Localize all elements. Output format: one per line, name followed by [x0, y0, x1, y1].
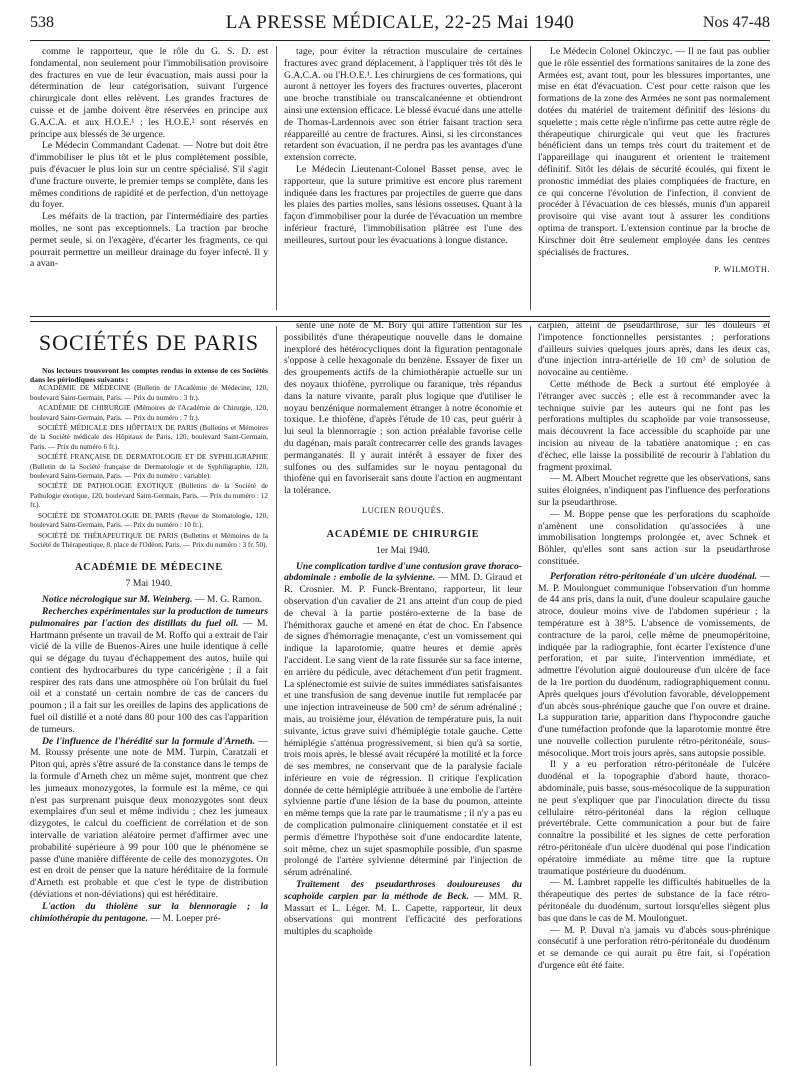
column-divider [530, 326, 531, 1066]
article-heading: Traitement des pseudarthroses douloureuses du scaphoïde carpien par la méthode de Beck. [284, 879, 522, 902]
paragraph: — M. Boppe pense que les perforations du scaphoïde n'amènent une consolidation qu'associées à une immobilisation longtemps prolongée et, avec Schnek et Böhler, qu'elles sont sans action sur la pseudarthrose constituée. [538, 508, 770, 567]
paragraph: carpien, atteint de pseudarthrose, sur les douleurs et l'impotence fonctionnelles persistantes ; perforations d'ailleurs suivies quelques jours après, dans les deux cas, d'une injection intra-artérielle de 10 cm³ de solution de novocaïne au centième. [538, 320, 770, 379]
top-column-2 [284, 46, 522, 247]
academy-title: ACADÉMIE DE MÉDECINE [75, 562, 223, 574]
article-text: — MM. R. Massart et L. Léger. M. L. Capette, rapporteur, lit deux observations qui montrent l'efficacité des perforations multiples du scaphoïde [284, 890, 523, 938]
bulletin-item: SOCIÉTÉ DE THÉRAPEUTIQUE DE PARIS (Bulletins et Mémoires de la Société de Thérapeutique, 8, place de l'Odéon, Paris. — Prix du numéro : 3 fr. 50). [30, 531, 268, 549]
page-number: 538 [30, 14, 54, 31]
article-heading: L'action du thiolène sur la blennoragie ; la chimiothérapie du pentagone. [30, 900, 268, 924]
article-heading: Perforation rétro-péritonéale d'un ulcère duodénal. [550, 570, 758, 582]
bottom-column-3 [538, 320, 770, 972]
paragraph: Le Médecin Commandant Cadenat. — Notre but doit être d'immobiliser le plus tôt et le plus complètement possible, puis d'évacuer le plus loin sur un centre spécialisé. S'il s'agit d'une fracture ouverte, le premier temps se complète, dans les mêmes conditions de rapidité et de perfection, d'un nettoyage du foyer. [30, 140, 268, 211]
header-rule [30, 40, 770, 41]
article-heading: Une complication tardive d'une contusion grave thoraco-abdominale : embolie de la sylvienne. [284, 560, 522, 584]
article [30, 901, 268, 925]
paragraph: sente une note de M. Bory qui attire l'attention sur les possibilités d'une thérapeutique nouvelle dans le domaine inexploré des hétérocycliques dont la figuration pentagonale s'oppose à celle hexagonale du benzène. Essayer de fixer un des groupements actifs de la chimiothérapie actuelle sur un des noyaux thiofène, pyrrolique ou faranique, très répandus dans la nature vivante, paraît plus logique que d'utiliser le noyau benzénique normalement étranger à notre économie et toxique. Le thiofène, d'après l'étude de 10 cas, peut guérir à lui seul la blennorragie ; son action préalable favorise celle du dagénan, mais paraît contrecarrer celle des grands lavages permanganatés. Il y aurait intérêt à essayer de fixer des sulfones ou des sulfamides sur le noyau pentagonal du thiofène qui en favoriserait sans doute l'action en augmentant la tolérance. [284, 320, 522, 497]
paragraph: — M. Albert Mouchet regrette que les observations, sans suites éloignées, n'indiquent pas l'influence des perforations sur la pseudarthrose. [538, 473, 770, 508]
article [30, 606, 268, 736]
article-text: — M. P. Moulonguet communique l'observation d'un homme de 44 ans pris, dans la nuit, d'une douleur scapulaire gauche atroce, douleur moins vive de l'abdomen supérieur ; la température est à 38°5. L'absence de vomissements, de contracture de la paroi, celle même de pneumopéritoine, indiquée par la radiographie, font écarter l'existence d'une perforation, et par suite, l'intervention immédiate, et admettre l'évolution aiguë douloureuse d'un ulcère de face de la 1re portion du duodénum, radiographiquement connu. Après quelques jours d'évolution favorable, développement d'un abcès sous-phrénique gauche que l'on ouvre et draine. La suppuration tarie, apparition dans l'hypocondre gauche d'une tuméfaction profonde que la laparotomie montre être une nouvelle collection purulente rétro-péritonéale, sous-mésocolique. Mort trois jours après, sans autopsie possible. [538, 570, 770, 759]
article [538, 571, 770, 760]
bulletin-item: SOCIÉTÉ DE STOMATOLOGIE DE PARIS (Revue de Stomatologie, 120, boulevard Saint-Germain, Paris. — Prix du numéro : 10 fr.). [30, 511, 268, 530]
top-column-1 [30, 46, 268, 270]
signature: LUCIEN ROUQUÈS. [362, 505, 444, 515]
session-date: 7 Mai 1940. [125, 578, 173, 590]
article [30, 594, 268, 606]
paragraph: — M. Lambret rappelle les difficultés habituelles de la thérapeutique des pertes de substance de la face rétro-péritonéale du duodénum, surtout lorsqu'elles siègent plus bas que dans le cas de M. Moulonguet. [538, 877, 770, 924]
bulletin-item: ACADÉMIE DE MÉDECINE (Bulletin de l'Académie de Médecine, 120, boulevard Saint-Germain, Paris. — Prix du numéro : 3 fr.). [30, 384, 268, 402]
article [284, 879, 522, 938]
column-divider [276, 46, 277, 310]
bulletin-list [30, 384, 268, 550]
paragraph: Les méfaits de la traction, par l'intermédiaire des parties molles, ne sont pas exceptionnels. La traction par broche permet seule, si on l'exagère, d'écarter les fragments, ce qui pourrait permettre un meilleur drainage du foyer infecté. Il y a avan- [30, 211, 268, 270]
article-text: — MM. D. Giraud et R. Crosnier. M. P. Funck-Brentano, rapporteur, lit leur observation d'un cavalier de 21 ans atteint d'un coup de pied de cheval à la partie postéro-externe de la base de l'hémithorax gauche et amené en état de choc. En l'absence de signes d'hémorragie menaçante, c'est un vomissement qui indique la laparotomie, quatre heures et demie après l'accident. Le sang vient de la rate fissurée sur sa face interne, en arrière du pédicule, avec détachement d'un petit fragment. La splénectomie est suivie de suites immédiates satisfaisantes et une transfusion de sang devenue inutile fut remplacée par une injection intraveineuse de 500 cm³ de sérum adrénaliné ; mais, au troisième jour, élévation de température puis, la nuit suivante, ictus grave suivi d'hémiplégie totale gauche. Cette hémiplégie s'atténua progressivement, si bien qu'à sa sortie, trois mois après, le blessé avait récupéré la motilité et la force de ses membres, ne conservant que de la paralysie faciale inférieure en voie de régression. Il critique l'explication donnée de cette hémiplégie attribuée à une embolie de l'artère sylvienne partie d'une lésion de la base du poumon, atteinte en même temps que la rate par le traumatisme ; il n'y a pas eu de complication pulmonaire cliniquement constatée et il est permis d'émettre l'hypothèse soit d'une endocardite latente, soit même, chez un sujet spasmophile possible, d'un spasme prolongé de l'artère sylvienne déterminé par l'injection de sérum adrénaliné. [284, 572, 522, 879]
column-divider [530, 46, 531, 310]
article-text: — M. G. Ramon. [192, 594, 263, 606]
paragraph: comme le rapporteur, que le rôle du G. S. D. est fondamental, non seulement pour l'immobilisation provisoire des fractures en vue de leur évacuation, mais aussi pour la détermination de leur catégorisation, suivant l'urgence chirurgicale dont elles relèvent. Les grandes fractures de cuisse et de jambe doivent être réservées en principe aux G.A.C.A. et aux H.O.E.¹ ; les H.O.E.² sont réservés en principe aux blessés de 3e urgence. [30, 46, 268, 140]
issue-number: Nos 47-48 [702, 14, 770, 31]
paragraph: Le Médecin Colonel Okinczyc. — Il ne faut pas oublier que le rôle essentiel des formations sanitaires de la zone des Armées est, avant tout, pour les blessures importantes, une mise en état d'évacuation. C'est pour cette raison que les formations de la zone des Armées ne sont pas normalement dotées du matériel de traitement définitif des lésions du squelette ; mais cette règle n'infirme pas cette autre règle de thérapeutique chirurgicale qui veut que les fractures bénéficient dans un temps très court du traitement et de l'appareillage qui inaugurent et orientent le traitement définitif. Sitôt les délais de sécurité écoulés, qui fixent le pronostic immédiat des plaies compliquées de fracture, en ce qui concerne l'évolution de l'infection, il convient de procéder à l'évacuation de ces blessés, munis d'un appareil provisoire qui vise avant tout à assurer les conditions optima de transport. L'extension continue par la broche de Kirschner doit être seulement employée dans les centres spécialisés de fractures. [538, 46, 770, 258]
article [284, 561, 522, 880]
paragraph: Le Médecin Lieutenant-Colonel Basset pense, avec le rapporteur, que la suture primitive est encore plus rarement indiquée dans les fractures par projectiles de guerre que dans les plaies des parties molles, sans lésions osseuses. Quant à la façon d'immobiliser pour la durée de l'évacuation un membre inférieur fracturé, l'immobilisation plâtrée est l'une des meilleures, surtout pour les évacuations à longue distance. [284, 163, 522, 246]
article-text: — M. Roussy présente une note de MM. Turpin, Caratzali et Piton qui, après s'être assuré de la constance dans le temps de la formule d'Arneth chez un même sujet, montrent que chez les jumeaux monozygotes, la formule est la même, ce qui n'est pas surprenant puisque deux monozygotes sont deux exemplaires d'un seul et même individu ; chez les jumeaux dizygotes, le calcul du coefficient de corrélation et de son intervalle de variation aléatoire permet d'affirmer avec une probabilité supérieure à 99 pour 100 que le phénomène se passe d'une manière différente de celle des monozygotes. On est en droit de penser que la nature héréditaire de la formule d'Arneth est probable et que c'est le type de distribution (déviations et non-déviations) qui est héréditaire. [30, 735, 268, 901]
article-text: — M. Hartmann présente un travail de M. Roffo qui a extrait de l'air vicié de la ville de Buenos-Aires une huile identique à celle qui se dégage du tuyau d'échappement des autos, huile qui contient des hydrocarbures du type cancérigène ; il a fait respirer des rats dans une atmosphère où l'on brûlait du fuel oil et a constaté un certain nombre de cas de cancers du poumon ; il a fait sur les oreilles de lapins des applications de fuel oil distillé et a noté dans 80 pour 100 des cas l'apparition de tumeurs. [30, 617, 268, 735]
bulletin-item: ACADÉMIE DE CHIRURGIE (Mémoires de l'Académie de Chirurgie, 120, boulevard Saint-Germain, Paris. — Prix du numéro : 7 fr.). [30, 404, 268, 422]
academy-title: ACADÉMIE DE CHIRURGIE [326, 528, 480, 540]
bulletin-item: SOCIÉTÉ DE PATHOLOGIE EXOTIQUE (Bulletins de la Société de Pathologie exotique, 120, boulevard Saint-Germain, Paris. — Prix du numéro : 12 fr.). [30, 482, 268, 510]
journal-title: LA PRESSE MÉDICALE, 22-25 Mai 1940 [225, 12, 575, 33]
article-heading: Recherches expérimentales sur la production de tumeurs pulmonaires par l'action des distillats du fuel oil. [30, 605, 268, 629]
intro-note: Nos lecteurs trouveront les comptes rendus in extenso de ces Sociétés dans les périodiques suivants : [30, 366, 268, 385]
paragraph: tage, pour éviter la rétraction musculaire de certaines fractures avec grand déplacement, à l'appliquer très tôt dès le G.A.C.A. ou l'H.O.E.¹. Les chirurgiens de ces formations, qui auront à nettoyer les foyers des fractures ouvertes, placeront une broche transtibiale ou transcalcanéenne et obtiendront ainsi une extension efficace. Le blessé évacué dans une attelle de Thomas-Lardennois avec son étrier faisant traction sera réappareillé au centre de fractures. Ainsi, si les circonstances retardent son évacuation, il ne perdra pas les avantages d'une extension correcte. [284, 46, 522, 164]
article-heading: Notice nécrologique sur M. Weinberg. [42, 594, 193, 606]
signature: P. WILMOTH. [714, 265, 770, 275]
paragraph: Cette méthode de Beck a surtout été employée à l'étranger avec succès ; elle est à recommander avec la technique suivie par les auteurs qui ne font pas les perforations multiples du scaphoïde par voie transosseuse, mais découvrent la face accessible du scaphoïde par une incision au niveau de la tabatière anatomique ; en cas d'échec, elle laisse la possibilité de recourir à l'ablation du fragment proximal. [538, 378, 770, 473]
column-divider [276, 326, 277, 1066]
bottom-column-1 [30, 320, 268, 924]
article-heading: De l'influence de l'hérédité sur la formule d'Arneth. [42, 735, 256, 747]
top-column-3 [538, 46, 770, 276]
bulletin-item: SOCIÉTÉ MÉDICALE DES HÔPITAUX DE PARIS (Bulletins et Mémoires de la Société médicale des Hôpitaux de Paris, 120, boulevard Saint-Germain, Paris. — Prix du numéro 6 fr.). [30, 424, 268, 451]
section-title: SOCIÉTÉS DE PARIS [38, 330, 260, 355]
article [30, 736, 268, 901]
page-header [30, 10, 770, 38]
paragraph: Il y a eu perforation rétro-péritonéale de l'ulcère duodénal et la topographie d'abord haute, thoraco-abdominale, puis basse, sous-mésocolique de la suppuration ne peut s'expliquer que par l'inoculation directe du tissu cellulaire rétro-péritonéal dans la région celluque prévertébrale. Cette communication a pour but de faire connaître la possibilité et les signes de cette perforation rétro-péritonéale d'un ulcère duodénal qui pose l'indication opératoire immédiate au même titre que la rupture traumatique postérieure du duodénum. [538, 759, 770, 877]
session-date: 1er Mai 1940. [375, 544, 431, 556]
bottom-column-2 [284, 320, 522, 938]
article-text: — M. Loeper pré- [148, 912, 221, 924]
bulletin-item: SOCIÉTÉ FRANÇAISE DE DERMATOLOGIE ET DE SYPHILIGRAPHIE (Bulletin de la Société française de Dermatologie et de Syphiligraphie, 120, boulevard Saint-Germain, Paris. — Prix du numéro : variable). [30, 453, 268, 481]
paragraph: — M. P. Duval n'a jamais vu d'abcès sous-phrénique consécutif à une perforation rétro-péritonéale du duodénum et se demande ce qui aurait pu être fait, si l'opération d'urgence eût été faite. [538, 924, 770, 972]
